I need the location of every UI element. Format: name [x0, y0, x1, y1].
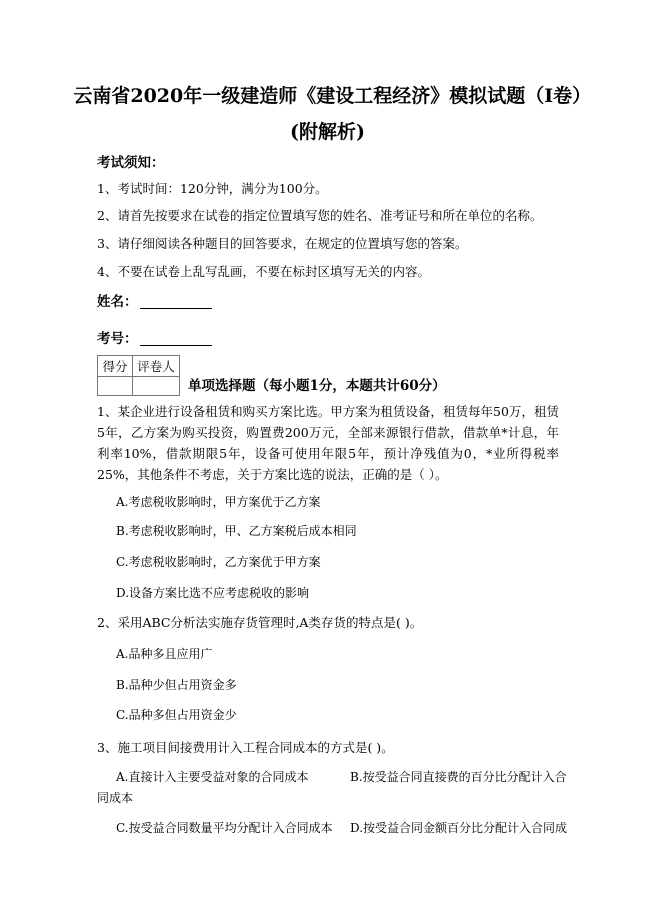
grader-cell[interactable]: [133, 377, 180, 396]
score-table: [97, 355, 180, 396]
question-option: A.直接计入主要受益对象的合同成本: [116, 770, 309, 784]
notice-item: 4、不要在试卷上乱写乱画，不要在标封区填写无关的内容。: [97, 264, 430, 279]
score-header: 得分: [98, 356, 133, 377]
notice-item: 3、请仔细阅读各种题目的回答要求，在规定的位置填写您的答案。: [97, 236, 468, 251]
exam-no-field: [97, 327, 212, 347]
exam-no-blank[interactable]: [140, 331, 212, 346]
question-option: C.品种多但占用资金少: [116, 708, 237, 722]
section-title: 单项选择题（每小题1分，本题共计60分）: [188, 378, 446, 394]
question-option: A.品种多且应用广: [116, 647, 213, 661]
exam-no-label: 考号：: [97, 331, 138, 347]
question-option: C.考虑税收影响时，乙方案优于甲方案: [116, 555, 321, 569]
notice-heading: 考试须知：: [97, 155, 165, 171]
question-stem: 1、某企业进行设备租赁和购买方案比选。甲方案为租赁设备，租赁每年50万，租赁5年，乙方案为购买投资，购置费200万元，全部来源银行借款，借款单*计息，年利率10%，借款期限5年，设备可使用年限5年，预计净残值为0，*业所得税率25%，其他条件不考虑，关于方案比选的说法，正确的是（ ）。: [97, 404, 559, 482]
name-label: 姓名：: [97, 294, 138, 310]
question-option: B.品种少但占用资金多: [116, 678, 237, 692]
question-option: B.考虑税收影响时，甲、乙方案税后成本相同: [116, 524, 357, 538]
question-option: D.设备方案比选不应考虑税收的影响: [116, 586, 310, 600]
question-option: C.按受益合同数量平均分配计入合同成本: [116, 821, 333, 835]
page-title: 云南省2020年一级建造师《建设工程经济》模拟试题（I卷）(附解析): [73, 85, 582, 143]
question-stem: 2、采用ABC分析法实施存货管理时,A类存货的特点是( )。: [97, 615, 423, 630]
question-option: A.考虑税收影响时，甲方案优于乙方案: [116, 495, 321, 509]
question-option-continued: 同成本: [97, 791, 134, 805]
notice-item: 2、请首先按要求在试卷的指定位置填写您的姓名、准考证号和所在单位的名称。: [97, 208, 543, 223]
question-option: B.按受益合同直接费的百分比分配计入合: [350, 770, 567, 784]
notice-item: 1、考试时间：120分钟，满分为100分。: [97, 181, 328, 196]
grader-header: 评卷人: [133, 356, 180, 377]
name-blank[interactable]: [140, 294, 212, 309]
question-stem: 3、施工项目间接费用计入工程合同成本的方式是( )。: [97, 740, 394, 755]
score-cell[interactable]: [98, 377, 133, 396]
name-field: [97, 290, 212, 310]
question-option: D.按受益合同金额百分比分配计入合同成: [350, 821, 568, 835]
